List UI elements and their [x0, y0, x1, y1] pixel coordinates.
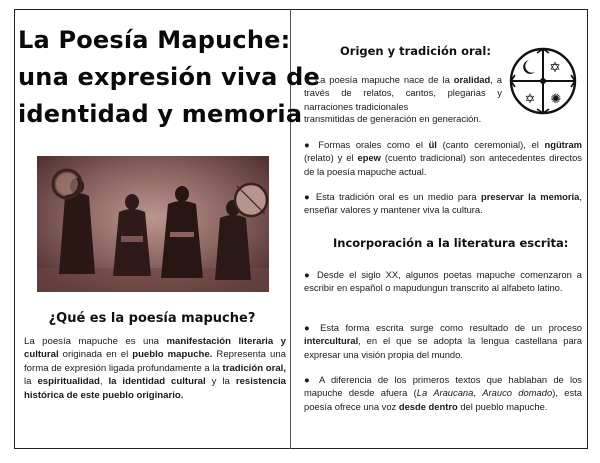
origin-b2-bold-2: ngütram [544, 139, 582, 150]
svg-text:✡: ✡ [549, 60, 561, 76]
definition-text-3: Representa una forma de expresión ligada profundamente a la [24, 349, 286, 374]
definition-text-6: y la [205, 376, 236, 388]
written-b3-text-2: , [473, 387, 483, 399]
written-b3-italic-2: Arauco domado [482, 387, 553, 399]
main-title-line-3: identidad y memoria [18, 100, 303, 128]
origin-b2-text-2: (canto ceremonial), el [436, 139, 545, 150]
origin-b1-bold: oralidad [453, 74, 491, 85]
written-b2-bold: intercultural [304, 335, 359, 347]
definition-bold-6: resistencia histórica de este pueblo originario. [24, 376, 286, 401]
origin-bullet-1 [304, 73, 502, 113]
definition-bold-1: manifestación literaria y cultural [24, 336, 286, 361]
kultrun-icon [509, 47, 577, 115]
section-written-title: Incorporación a la literatura escrita: [333, 236, 569, 250]
definition-text-4: la [24, 376, 38, 388]
definition-bold-3: tradición oral, [222, 362, 287, 374]
definition-text-1: La poesía mapuche es una [24, 336, 167, 347]
svg-text:✺: ✺ [550, 92, 562, 107]
origin-b2-text-3: (relato) y el [304, 152, 358, 164]
origin-b3-text-2: , enseñar valores y mantener viva la cultura. [304, 191, 582, 216]
kultrun-svg [509, 47, 577, 115]
section-origin-title: Origen y tradición oral: [340, 44, 491, 58]
definition-text-2: originada en el [58, 349, 133, 361]
origin-b3-text-1: ● Esta tradición oral es un medio para [304, 191, 481, 202]
origin-b1-text-2: , a través de relatos, cantos, plegarias y narraciones tradicionales [304, 74, 502, 112]
written-b3-italic-1: La Araucana [416, 387, 474, 399]
origin-b2-text-4: (cuento tradicional) son antecedentes directos de la poesía mapuche actual. [304, 152, 582, 177]
origin-bullet-2 [304, 138, 582, 178]
written-b2-text-2: , en el que se adopta la lengua castellana para expresar una visión propia del mundo. [304, 335, 582, 360]
written-b3-text-4: del pueblo mapuche. [457, 400, 548, 412]
origin-bullet-3 [304, 190, 582, 217]
written-bullet-3 [304, 373, 582, 413]
origin-b1-text-1: ● La poesía mapuche nace de la [304, 74, 454, 85]
main-title-line-1: La Poesía Mapuche: [18, 26, 291, 54]
written-b3-text-3: ), esta poesía ofrece una voz [304, 387, 582, 412]
origin-b2-bold-3: epew [357, 152, 381, 164]
origin-b2-bold-1: ül [428, 139, 437, 150]
mapuche-women-photo [37, 156, 269, 292]
written-bullet-1: ● Desde el siglo XX, algunos poetas mapuche comenzaron a escribir en español o mapudungun transcrito al alfabeto latino. [304, 269, 582, 294]
written-bullet-2 [304, 321, 582, 361]
origin-b2-text-1: ● Formas orales como el [304, 139, 429, 150]
definition-bold-2: pueblo mapuche. [132, 349, 213, 361]
origin-b3-bold: preservar la memoria [480, 191, 580, 202]
written-b3-text-1: ● A diferencia de los primeros textos que hablaban de los mapuche desde afuera ( [304, 374, 582, 399]
written-b3-bold: desde dentro [398, 400, 458, 412]
left-subtitle: ¿Qué es la poesía mapuche? [48, 311, 256, 326]
definition-bold-5: la identidad cultural [108, 376, 206, 388]
definition-bold-4: espiritualidad [37, 376, 100, 388]
main-title [18, 22, 320, 133]
definition-paragraph [24, 335, 286, 402]
photo-illustration [37, 156, 269, 292]
written-b2-text-1: ● Esta forma escrita surge como resultado de un proceso [304, 322, 582, 333]
definition-text-5: , [99, 376, 109, 388]
main-title-line-2: una expresión viva de [18, 63, 320, 91]
svg-text:✡: ✡ [524, 92, 536, 107]
origin-bullet-1-cont: transmitidas de generación en generación. [304, 113, 482, 124]
